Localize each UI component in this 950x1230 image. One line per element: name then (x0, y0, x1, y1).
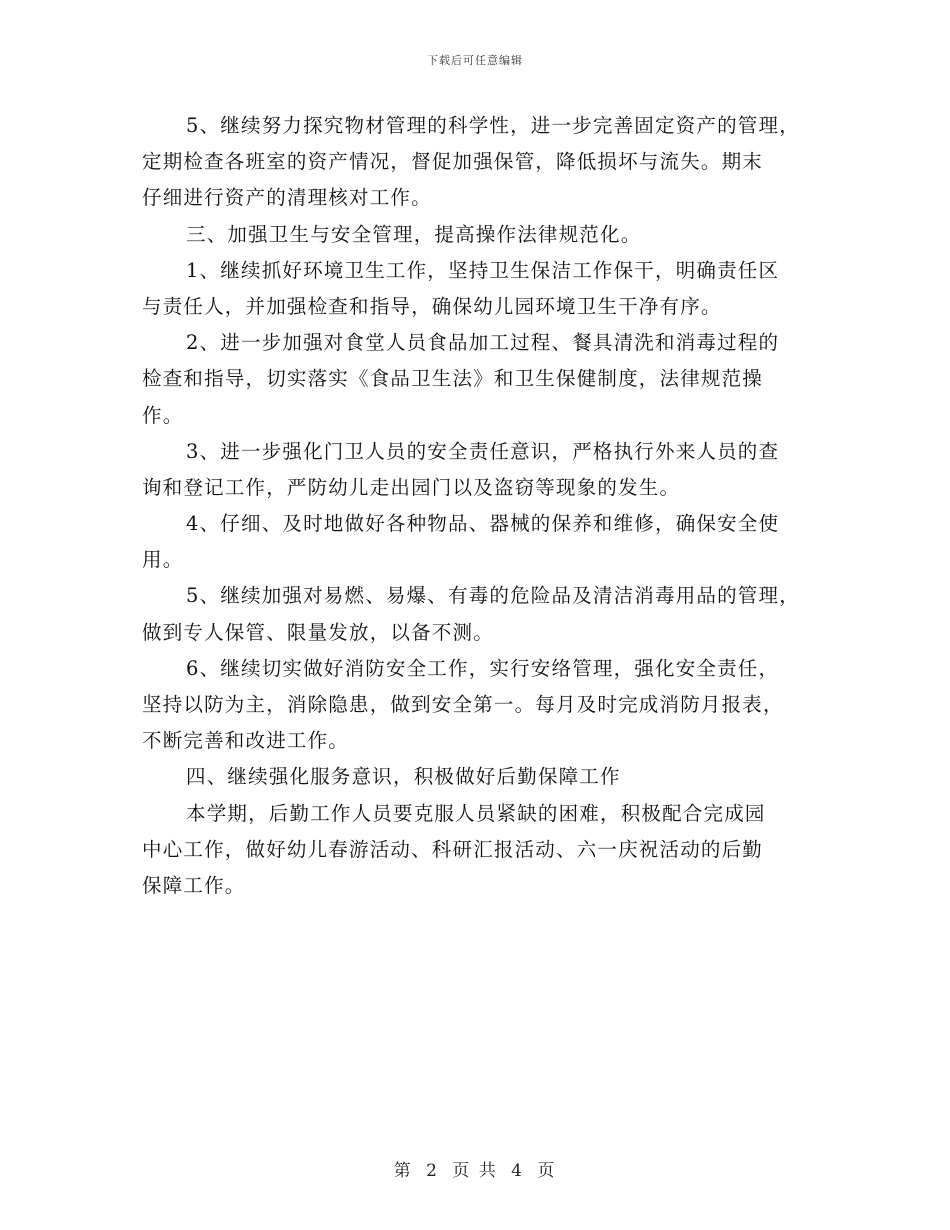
section-heading: 三、加强卫生与安全管理，提高操作法律规范化。 (186, 222, 642, 246)
document-body (142, 108, 814, 904)
footer-prefix: 第 (393, 1161, 413, 1181)
text-line: 坚持以防为主，消除隐患，做到安全第一。每月及时完成消防月报表， (142, 693, 784, 716)
text-line: 6、继续切实做好消防安全工作，实行安络管理，强化安全责任， (186, 656, 780, 680)
text-line: 中心工作，做好幼儿春游活动、科研汇报活动、六一庆祝活动的后勤 (142, 837, 764, 861)
text-line: 定期检查各班室的资产情况，督促加强保管，降低损坏与流失。期末 (142, 150, 764, 174)
section-heading: 四、继续强化服务意识，积极做好后勤保障工作 (186, 765, 621, 789)
text-line: 5、继续加强对易燃、易爆、有毒的危险品及清洁消毒用品的管理， (186, 584, 800, 608)
page-footer (0, 1156, 950, 1181)
text-line: 询和登记工作，严防幼儿走出园门以及盗窃等现象的发生。 (142, 475, 681, 499)
text-line: 2、进一步加强对食堂人员食品加工过程、餐具清洗和消毒过程的 (186, 331, 780, 355)
footer-page-number: 2 (426, 1161, 439, 1181)
text-line: 本学期，后勤工作人员要克服人员紧缺的困难，积极配合完成园 (186, 801, 766, 825)
text-line: 仔细进行资产的清理核对工作。 (142, 186, 432, 210)
text-line: 1、继续抓好环境卫生工作，坚持卫生保洁工作保干，明确责任区 (186, 258, 780, 282)
text-line: 5、继续努力探究物材管理的科学性，进一步完善固定资产的管理， (186, 114, 800, 137)
text-line: 做到专人保管、限量发放，以备不测。 (142, 620, 494, 644)
text-line: 与责任人，并加强检查和指导，确保幼儿园环境卫生干净有序。 (142, 294, 722, 318)
footer-middle: 页 共 (452, 1161, 498, 1181)
header-text: 下载后可任意编辑 (427, 54, 523, 67)
text-line: 作。 (142, 403, 184, 427)
text-line: 不断完善和改进工作。 (142, 729, 350, 753)
text-line: 用。 (142, 548, 184, 572)
text-line: 4、仔细、及时地做好各种物品、器械的保养和维修，确保安全使 (186, 512, 780, 536)
footer-suffix: 页 (537, 1161, 557, 1181)
text-line: 3、进一步强化门卫人员的安全责任意识，严格执行外来人员的查 (186, 439, 780, 463)
text-line: 检查和指导，切实落实《食品卫生法》和卫生保健制度，法律规范操 (142, 367, 764, 391)
footer-total-pages: 4 (511, 1161, 524, 1181)
text-line: 保障工作。 (142, 873, 246, 897)
page-header (0, 52, 950, 68)
